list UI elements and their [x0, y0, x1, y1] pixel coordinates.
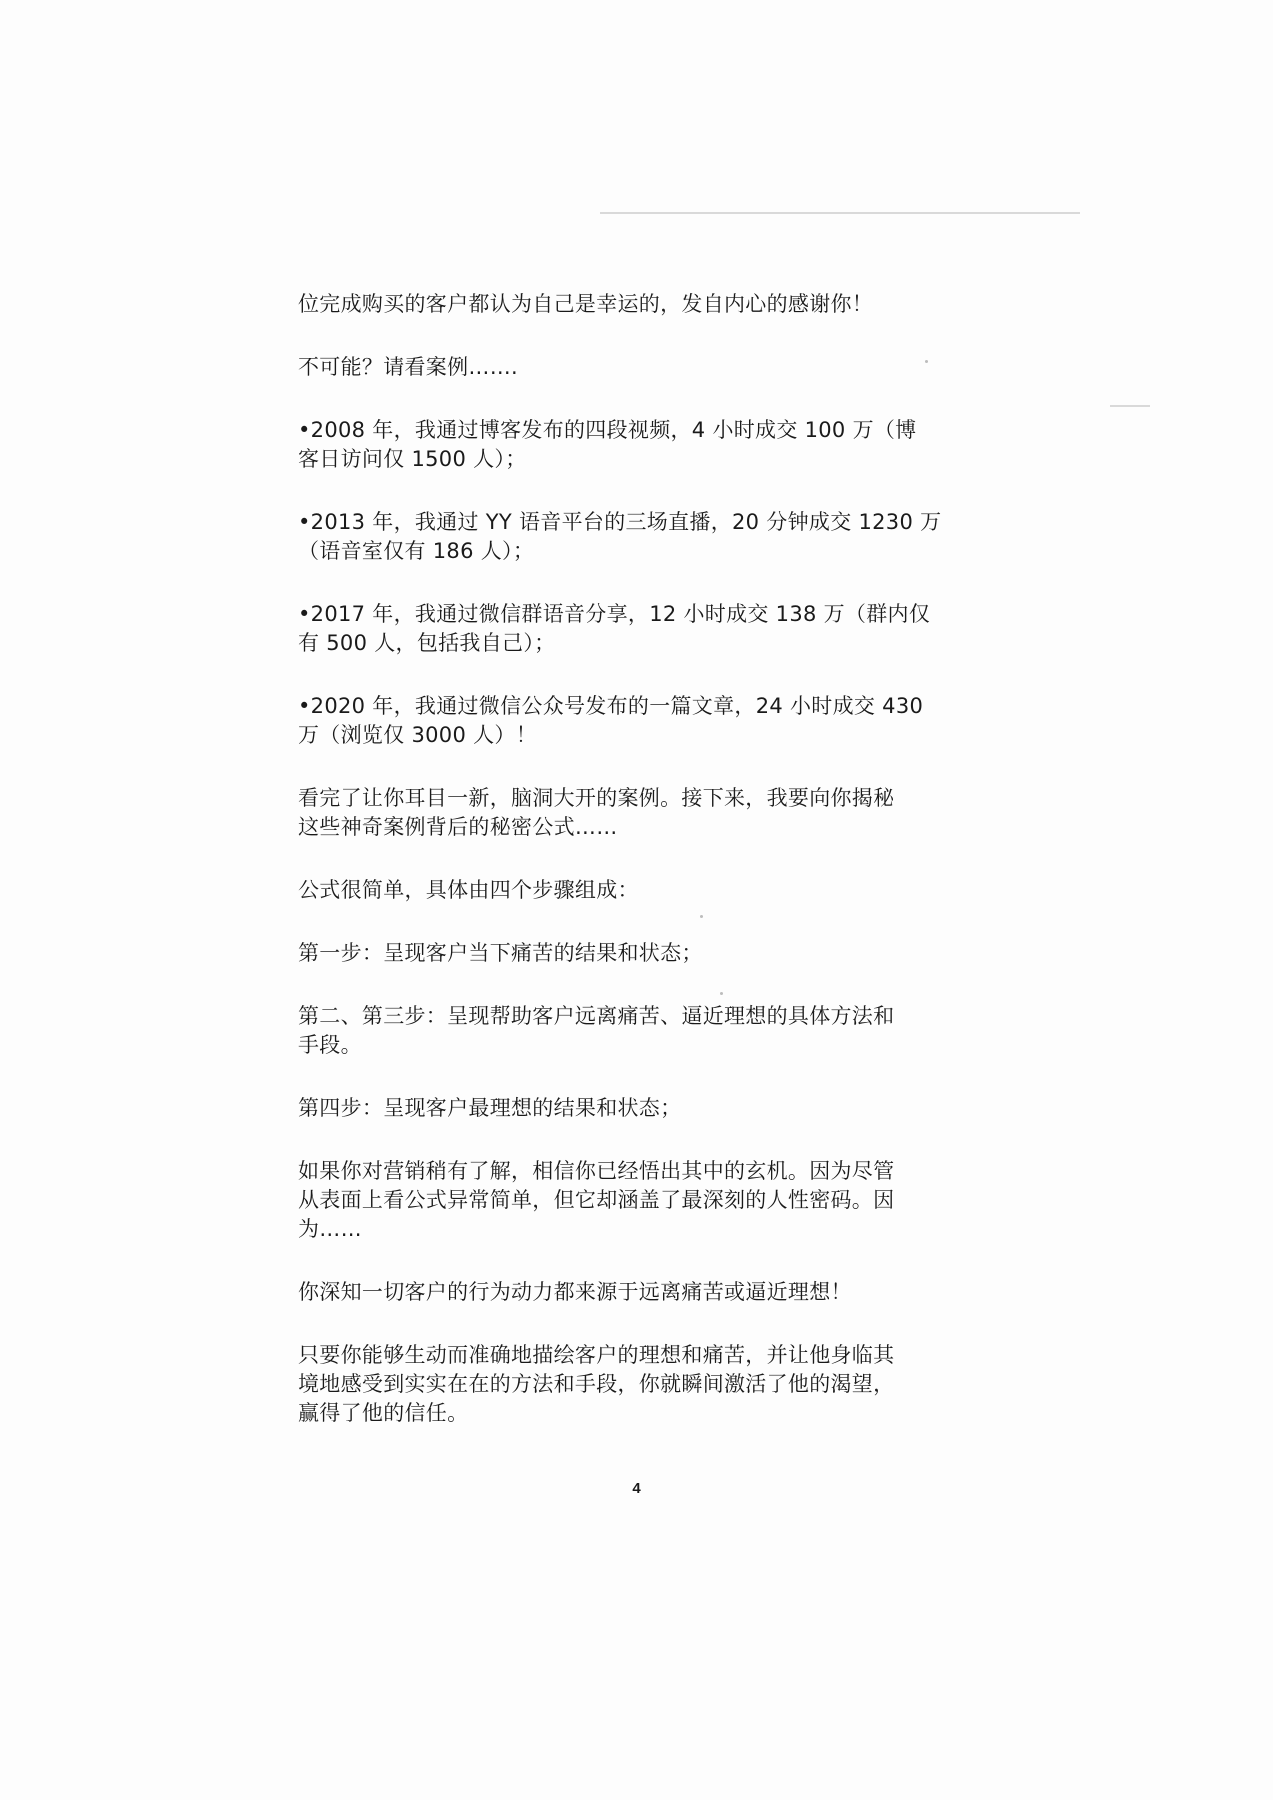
paragraph — [298, 1157, 978, 1244]
text-line: 看完了让你耳目一新，脑洞大开的案例。接下来，我要向你揭秘 — [298, 786, 895, 810]
paragraph — [298, 876, 978, 905]
paragraph — [298, 1278, 978, 1307]
paragraph — [298, 353, 978, 382]
text-line: 从表面上看公式异常简单，但它却涵盖了最深刻的人性密码。因 — [298, 1188, 895, 1212]
paragraph — [298, 600, 978, 658]
text-line: •2020 年，我通过微信公众号发布的一篇文章，24 小时成交 430 — [298, 694, 924, 718]
text-line: 境地感受到实实在在的方法和手段，你就瞬间激活了他的渴望， — [298, 1372, 895, 1396]
paragraph — [298, 1002, 978, 1060]
page-number: 4 — [632, 1480, 641, 1497]
text-line: 第四步：呈现客户最理想的结果和状态； — [298, 1096, 682, 1120]
paragraph — [298, 416, 978, 474]
text-line: 万（浏览仅 3000 人）！ — [298, 723, 537, 747]
text-line: •2017 年，我通过微信群语音分享，12 小时成交 138 万（群内仅 — [298, 602, 931, 626]
text-line: 为…… — [298, 1217, 362, 1241]
paragraph — [298, 1094, 978, 1123]
paragraph — [298, 939, 978, 968]
text-line: 只要你能够生动而准确地描绘客户的理想和痛苦，并让他身临其 — [298, 1343, 895, 1367]
text-line: 手段。 — [298, 1033, 362, 1057]
paragraph — [298, 1341, 978, 1428]
text-line: 赢得了他的信任。 — [298, 1401, 469, 1425]
paragraph — [298, 290, 978, 319]
text-line: 第二、第三步：呈现帮助客户远离痛苦、逼近理想的具体方法和 — [298, 1004, 895, 1028]
text-line: 客日访问仅 1500 人）； — [298, 447, 527, 471]
text-line: 你深知一切客户的行为动力都来源于远离痛苦或逼近理想！ — [298, 1280, 852, 1304]
paragraph — [298, 508, 978, 566]
paragraph — [298, 692, 978, 750]
text-line: 这些神奇案例背后的秘密公式…… — [298, 815, 618, 839]
paragraph — [298, 784, 978, 842]
text-line: 如果你对营销稍有了解，相信你已经悟出其中的玄机。因为尽管 — [298, 1159, 895, 1183]
text-line: •2008 年，我通过博客发布的四段视频，4 小时成交 100 万（博 — [298, 418, 917, 442]
text-line: 位完成购买的客户都认为自己是幸运的，发自内心的感谢你！ — [298, 292, 874, 316]
scan-artifact — [600, 212, 1080, 214]
text-line: 有 500 人，包括我自己）； — [298, 631, 556, 655]
document-body — [298, 290, 978, 1462]
text-line: 公式很简单，具体由四个步骤组成： — [298, 878, 639, 902]
text-line: 第一步：呈现客户当下痛苦的结果和状态； — [298, 941, 703, 965]
text-line: •2013 年，我通过 YY 语音平台的三场直播，20 分钟成交 1230 万 — [298, 510, 942, 534]
text-line: 不可能？请看案例……. — [298, 355, 518, 379]
text-line: （语音室仅有 186 人）； — [298, 539, 535, 563]
scan-artifact — [1110, 405, 1150, 407]
